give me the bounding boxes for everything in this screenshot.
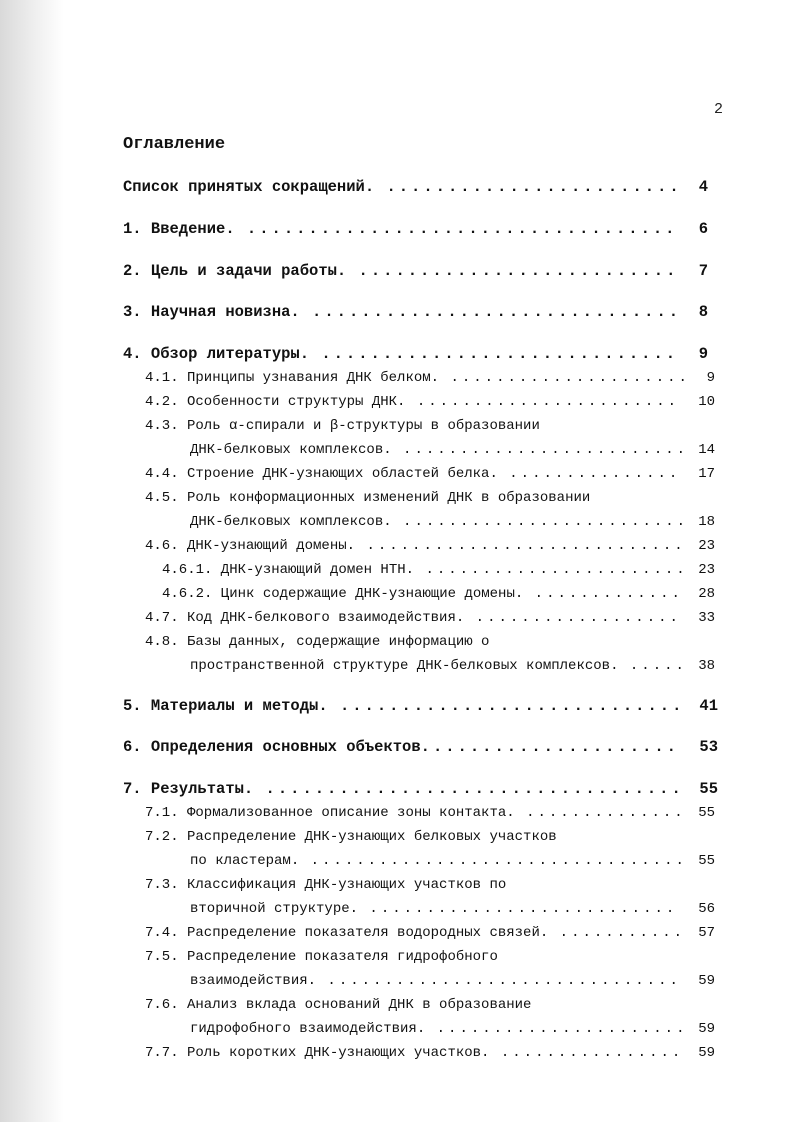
toc-page-number: 59 (694, 973, 715, 989)
toc-entry-text: 4.2. Особенности структуры ДНК. (145, 394, 406, 410)
toc-leader-dots: ............... (497, 466, 681, 482)
toc-page-number: 53 (695, 738, 718, 756)
toc-leader-dots: ........................ (374, 178, 682, 196)
toc-entry-4-6-2[interactable] (162, 586, 715, 602)
toc-entry-7-6-line1: 7.6. Анализ вклада оснований ДНК в образование (145, 997, 532, 1013)
toc-leader-dots: .......................... (346, 262, 679, 280)
toc-entry-literature-review[interactable] (123, 345, 708, 363)
toc-page-number: 59 (694, 1045, 715, 1061)
toc-entry-4-3[interactable] (190, 442, 715, 458)
toc-entry-text: 4.7. Код ДНК-белкового взаимодействия. (145, 610, 465, 626)
toc-page-number: 9 (703, 370, 715, 386)
toc-page-number: 55 (695, 780, 718, 798)
toc-leader-dots: ................................. (299, 853, 687, 869)
toc-entry-7-6[interactable] (190, 1021, 715, 1037)
toc-entry-7-5[interactable] (190, 973, 715, 989)
toc-entry-text: пространственной структуре ДНК-белковых комплексов. (190, 658, 619, 674)
page-number: 2 (714, 101, 724, 118)
toc-entry-4-5-line1: 4.5. Роль конформационных изменений ДНК в образовании (145, 490, 591, 506)
toc-page-number: 6 (695, 220, 708, 238)
toc-entry-results[interactable] (123, 780, 718, 798)
toc-entry-7-2-line1: 7.2. Распределение ДНК-узнающих белковых участков (145, 829, 557, 845)
toc-page-number: 28 (694, 586, 715, 602)
toc-entry-4-8-line1: 4.8. Базы данных, содержащие информацию о (145, 634, 490, 650)
toc-leader-dots: .............................. (299, 303, 682, 321)
toc-entry-text: 4.6.2. Цинк содержащие ДНК-узнающие домены. (162, 586, 524, 602)
toc-entry-text: 7. Результаты. (123, 780, 254, 798)
toc-entry-text: 1. Введение. (123, 220, 235, 238)
toc-page-number: 14 (694, 442, 715, 458)
toc-entry-7-3-line1: 7.3. Классификация ДНК-узнающих участков по (145, 877, 507, 893)
toc-entry-text: 4. Обзор литературы. (123, 345, 310, 363)
toc-page-number: 7 (695, 262, 708, 280)
toc-leader-dots: ..................... (439, 370, 690, 386)
toc-leader-dots: ................................... (234, 220, 678, 238)
toc-page-number: 9 (695, 345, 708, 363)
toc-page-number: 4 (695, 178, 708, 196)
toc-entry-text: 6. Определения основных объектов (123, 738, 421, 756)
toc-page-number: 23 (694, 562, 715, 578)
toc-leader-dots: ........... (548, 925, 686, 941)
toc-entry-text: 4.6. ДНК-узнающий домены. (145, 538, 356, 554)
toc-leader-dots: ......................... (391, 442, 689, 458)
toc-leader-dots: .................................. (253, 780, 684, 798)
toc-page-number: 10 (694, 394, 715, 410)
toc-entry-novelty[interactable] (123, 303, 708, 321)
toc-entry-7-3[interactable] (190, 901, 715, 917)
toc-entry-4-2[interactable] (145, 394, 715, 410)
toc-entry-text: 7.7. Роль коротких ДНК-узнающих участков. (145, 1045, 490, 1061)
toc-entry-4-5[interactable] (190, 514, 715, 530)
toc-leader-dots: .............. (514, 805, 686, 821)
toc-entry-4-6-1[interactable] (162, 562, 715, 578)
toc-entry-7-7[interactable] (145, 1045, 715, 1061)
toc-entry-text: 4.1. Принципы узнавания ДНК белком. (145, 370, 440, 386)
toc-page-number: 56 (694, 901, 715, 917)
toc-page-number: 55 (694, 853, 715, 869)
toc-page-number: 18 (694, 514, 715, 530)
toc-leader-dots: ............................ (355, 538, 686, 554)
toc-leader-dots: ............................ (327, 697, 685, 715)
toc-page-number: 55 (694, 805, 715, 821)
toc-entry-abbreviations[interactable] (123, 178, 708, 196)
toc-leader-dots: ....................... (414, 562, 688, 578)
toc-page-number: 17 (694, 466, 715, 482)
toc-entry-text: 4.6.1. ДНК-узнающий домен НТН. (162, 562, 415, 578)
toc-leader-dots: ..... (618, 658, 687, 674)
toc-entry-definitions[interactable] (123, 738, 718, 756)
toc-entry-text: Список принятых сокращений. (123, 178, 375, 196)
toc-entry-goals[interactable] (123, 262, 708, 280)
toc-title: Оглавление (123, 135, 226, 154)
toc-entry-4-3-line1: 4.3. Роль α-спирали и β-структуры в образовании (145, 418, 540, 434)
toc-leader-dots: .................. (464, 610, 681, 626)
toc-leader-dots: ...................... (425, 1021, 688, 1037)
toc-entry-7-5-line1: 7.5. Распределение показателя гидрофобного (145, 949, 498, 965)
toc-entry-4-8[interactable] (190, 658, 715, 674)
toc-entry-text: 5. Материалы и методы. (123, 697, 328, 715)
toc-leader-dots: ......................... (391, 514, 689, 530)
toc-leader-dots: ............................. (309, 345, 679, 363)
toc-entry-text: по кластерам. (190, 853, 300, 869)
toc-entry-text: ДНК-белковых комплексов. (190, 514, 392, 530)
toc-entry-text: 2. Цель и задачи работы. (123, 262, 347, 280)
scan-edge-shadow (0, 0, 64, 1122)
toc-entry-7-4[interactable] (145, 925, 715, 941)
toc-entry-4-7[interactable] (145, 610, 715, 626)
toc-entry-text: вторичной структуре. (190, 901, 359, 917)
toc-entry-text: 7.1. Формализованное описание зоны контакта. (145, 805, 515, 821)
toc-leader-dots: ........................... (358, 901, 678, 917)
toc-page-number: 33 (694, 610, 715, 626)
toc-page-number: 59 (694, 1021, 715, 1037)
toc-entry-text: гидрофобного взаимодействия. (190, 1021, 426, 1037)
toc-entry-text: 4.4. Строение ДНК-узнающих областей белка. (145, 466, 498, 482)
toc-page-number: 23 (694, 538, 715, 554)
toc-leader-dots: ................ (489, 1045, 684, 1061)
toc-leader-dots: ............. (523, 586, 683, 602)
toc-page-number: 38 (694, 658, 715, 674)
toc-leader-dots: ....................... (405, 394, 680, 410)
toc-entry-4-4[interactable] (145, 466, 715, 482)
toc-entry-4-1[interactable] (145, 370, 715, 386)
toc-entry-text: взаимодействия. (190, 973, 317, 989)
toc-entry-7-1[interactable] (145, 805, 715, 821)
toc-entry-text: 7.4. Распределение показателя водородных связей. (145, 925, 549, 941)
toc-entry-text: 3. Научная новизна. (123, 303, 300, 321)
toc-entry-text: ДНК-белковых комплексов. (190, 442, 392, 458)
toc-entry-materials-methods[interactable] (123, 697, 718, 715)
toc-entry-introduction[interactable] (123, 220, 708, 238)
toc-leader-dots: ............................... (316, 973, 681, 989)
toc-page-number: 41 (695, 697, 718, 715)
toc-entry-7-2[interactable] (190, 853, 715, 869)
toc-leader-dots: ..................... (420, 738, 679, 756)
toc-page-number: 57 (694, 925, 715, 941)
toc-page-number: 8 (695, 303, 708, 321)
toc-entry-4-6[interactable] (145, 538, 715, 554)
